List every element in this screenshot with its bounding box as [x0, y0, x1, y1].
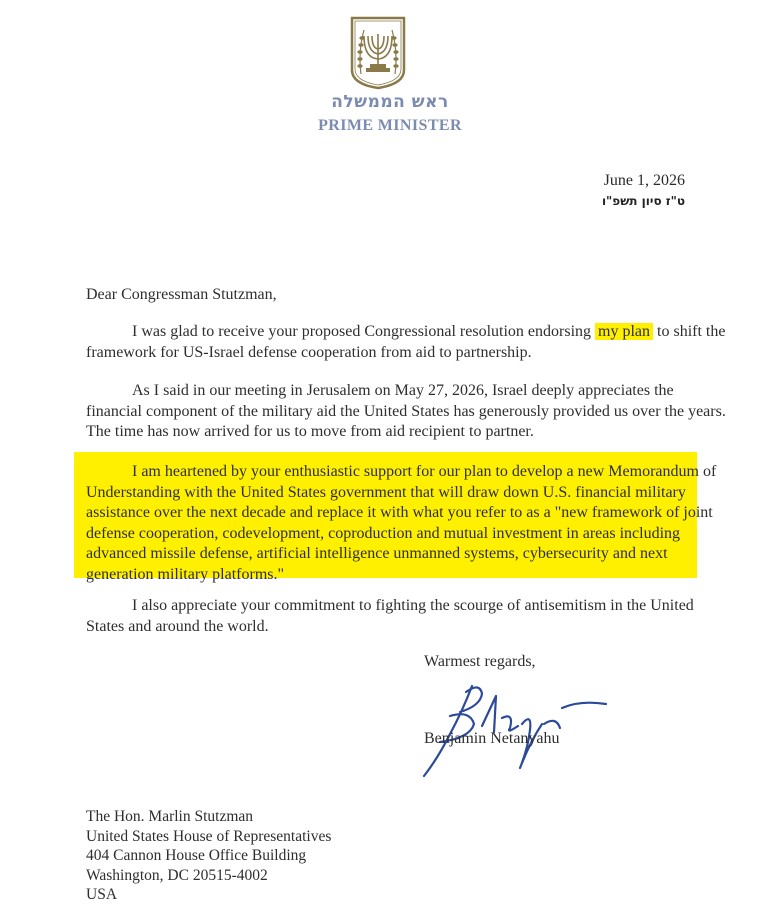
menorah-emblem-icon: [346, 14, 410, 90]
paragraph-3: [86, 462, 726, 585]
highlighted-phrase: my plan: [595, 323, 653, 340]
paragraph-1-text-start: I was glad to receive your proposed Congressional resolution endorsing: [132, 323, 596, 340]
handwritten-signature: [410, 672, 610, 782]
letterhead-title: PRIME MINISTER: [318, 117, 462, 134]
paragraph-3-text: I am heartened by your enthusiastic support for our plan to develop a new Memorandum of Understanding with the United States government that will draw down U.S. financial military assistance over the next decade and replace it with what you refer to as a "new framework of joint defense cooperation, codevelopment, coproduction and mutual investment in areas including advanced missile defense, artificial intelligence unmanned systems, cybersecurity and next generation military platforms.": [86, 463, 717, 583]
signer-name: Benjamin Netanyahu: [424, 730, 560, 747]
paragraph-1: [86, 322, 726, 363]
paragraph-1-text-end: to shift the framework for US-Israel defense cooperation from aid to partnership.: [86, 323, 726, 361]
paragraph-2: [86, 381, 726, 443]
address-line: USA: [86, 886, 118, 903]
closing: Warmest regards,: [424, 653, 536, 670]
address-line: United States House of Representatives: [86, 827, 332, 845]
paragraph-4-text: I also appreciate your commitment to fighting the scourge of antisemitism in the United States and around the world.: [86, 597, 694, 635]
paragraph-2-text: As I said in our meeting in Jerusalem on May 27, 2026, Israel deeply appreciates the financial component of the military aid the United States has generously provided us over the years. The time has now arrived for us to move from aid recipient to partner.: [86, 382, 726, 440]
recipient-address: [86, 807, 331, 905]
letter-date: June 1, 2026: [603, 172, 685, 189]
address-line: The Hon. Marlin Stutzman: [86, 808, 254, 825]
address-line: 404 Cannon House Office Building: [86, 847, 307, 864]
letterhead-hebrew-title: ראש הממשלה: [331, 92, 449, 112]
paragraph-4: [86, 596, 726, 637]
address-line: Washington, DC 20515-4002: [86, 866, 268, 884]
salutation: Dear Congressman Stutzman,: [86, 286, 277, 303]
letter-hebrew-date: ט"ז סיון תשפ"ו: [601, 194, 685, 208]
